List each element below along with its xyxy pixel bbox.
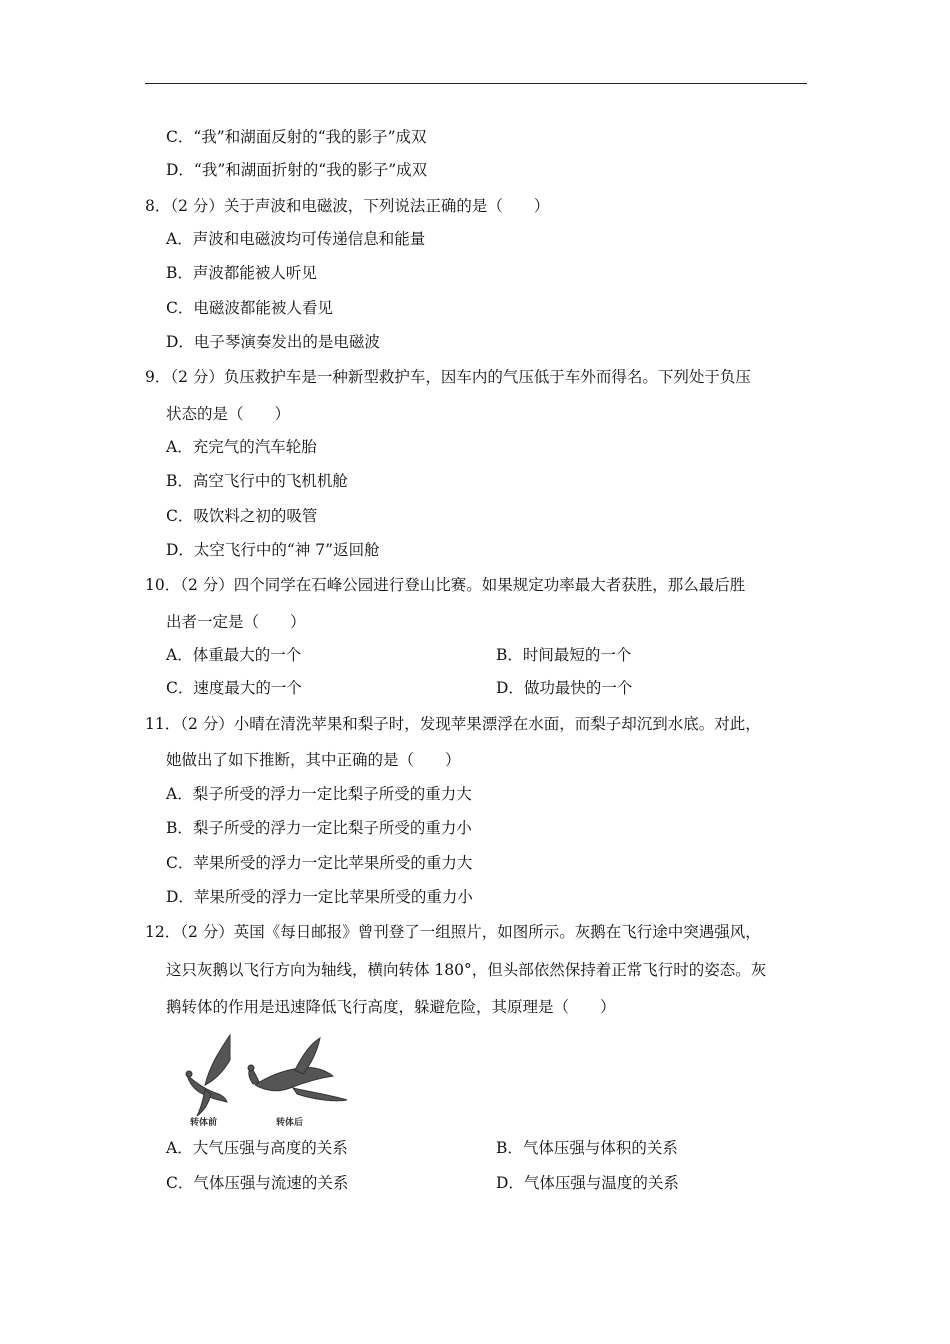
q8-stem: 8．（2 分）关于声波和电磁波，下列说法正确的是（ ） — [145, 197, 550, 215]
q12-option-a: A．大气压强与高度的关系 — [166, 1139, 348, 1157]
q9-stem-line2: 状态的是（ ） — [166, 405, 291, 423]
header-rule — [145, 83, 807, 84]
q9-option-c: C．吸饮料之初的吸管 — [166, 507, 318, 525]
q10-option-a: A．体重最大的一个 — [166, 646, 302, 664]
q8-option-b: B．声波都能被人听见 — [166, 264, 317, 282]
q11-option-c: C．苹果所受的浮力一定比苹果所受的重力大 — [166, 854, 473, 872]
q9-option-b: B．高空飞行中的飞机机舱 — [166, 472, 348, 490]
q10-option-b: B．时间最短的一个 — [496, 646, 632, 664]
q9-option-d: D．太空飞行中的“神 7”返回舱 — [166, 541, 380, 559]
q12-stem-line1: 12．（2 分）英国《每日邮报》曾刊登了一组照片，如图所示。灰鹅在飞行途中突遇强风， — [145, 923, 761, 941]
q12-stem-line3: 鹅转体的作用是迅速降低飞行高度，躲避危险，其原理是（ ） — [166, 998, 616, 1016]
q8-option-d: D．电子琴演奏发出的是电磁波 — [166, 333, 380, 351]
q8-option-c: C．电磁波都能被人看见 — [166, 299, 333, 317]
goose-before-image — [186, 1035, 230, 1116]
q11-option-b: B．梨子所受的浮力一定比梨子所受的重力小 — [166, 819, 472, 837]
q10-stem-line2: 出者一定是（ ） — [166, 613, 306, 631]
q9-stem-line1: 9．（2 分）负压救护车是一种新型救护车，因车内的气压低于车外而得名。下列处于负压 — [145, 368, 751, 386]
q12-stem-line2: 这只灰鹅以飞行方向为轴线，横向转体 180°，但头部依然保持着正常飞行时的姿态。灰 — [166, 961, 767, 979]
q9-option-a: A．充完气的汽车轮胎 — [166, 438, 317, 456]
q11-stem-line2: 她做出了如下推断，其中正确的是（ ） — [166, 751, 461, 769]
q12-option-c: C．气体压强与流速的关系 — [166, 1174, 349, 1192]
q7-option-c: C．“我”和湖面反射的“我的影子”成双 — [166, 128, 427, 146]
q10-option-c: C．速度最大的一个 — [166, 679, 302, 697]
q12-option-b: B．气体压强与体积的关系 — [496, 1139, 678, 1157]
q10-stem-line1: 10．（2 分）四个同学在石峰公园进行登山比赛。如果规定功率最大者获胜，那么最后胜 — [145, 576, 746, 594]
q12-option-d: D．气体压强与温度的关系 — [496, 1174, 679, 1192]
caption-before: 转体前 — [190, 1118, 218, 1128]
q11-option-d: D．苹果所受的浮力一定比苹果所受的重力小 — [166, 888, 473, 906]
q7-option-d: D．“我”和湖面折射的“我的影子”成双 — [166, 161, 428, 179]
q11-stem-line1: 11．（2 分）小晴在清洗苹果和梨子时，发现苹果漂浮在水面，而梨子却沉到水底。对此， — [145, 715, 761, 733]
q10-option-d: D．做功最快的一个 — [496, 679, 633, 697]
goose-after-image — [248, 1038, 347, 1101]
q8-option-a: A．声波和电磁波均可传递信息和能量 — [166, 230, 426, 248]
caption-after: 转体后 — [276, 1118, 304, 1128]
q11-option-a: A．梨子所受的浮力一定比梨子所受的重力大 — [166, 785, 472, 803]
